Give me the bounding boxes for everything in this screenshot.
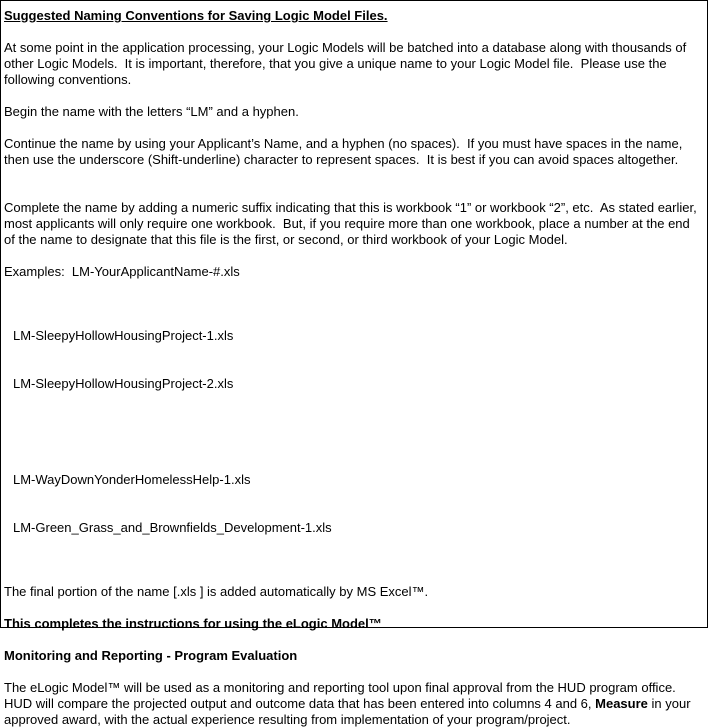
paragraph-evaluation-bold-measure: Measure <box>595 696 648 711</box>
document-heading-text: Suggested Naming Conventions for Saving Logic Model Files. <box>4 8 388 23</box>
paragraph-completes-instructions: This completes the instructions for using the eLogic Model™ <box>4 616 382 631</box>
examples-group-1 <box>4 296 704 424</box>
section-heading-monitoring: Monitoring and Reporting - Program Evaluation <box>4 648 298 663</box>
paragraph-evaluation-text-2: in your approved award, with the actual experience resulting from implementation of your program/project. <box>4 696 695 727</box>
paragraph-continue-name: Continue the name by using your Applicant’s Name, and a hyphen (no spaces). If you must have spaces in the name, then use the underscore (Shift-underline) character to represent spaces. It is best if you can avoid spaces altogether. <box>4 136 686 167</box>
paragraph-begin-name: Begin the name with the letters “LM” and a hyphen. <box>4 104 299 119</box>
paragraph-evaluation <box>4 680 704 728</box>
paragraph-intro: At some point in the application processing, your Logic Models will be batched into a database along with thousands of other Logic Models. It is important, therefore, that you give a unique name to your Logic Model file. Please use the following conventions. <box>4 40 690 87</box>
filename-example: LM-SleepyHollowHousingProject-1.xls <box>13 328 234 343</box>
filename-example: LM-SleepyHollowHousingProject-2.xls <box>13 376 234 391</box>
filename-example: LM-WayDownYonderHomelessHelp-1.xls <box>13 472 251 487</box>
paragraph-final-portion: The final portion of the name [.xls ] is added automatically by MS Excel™. <box>4 584 429 599</box>
document-heading <box>4 8 704 24</box>
filename-example: LM-Green_Grass_and_Brownfields_Development-1.xls <box>13 520 332 535</box>
paragraph-evaluation-text-1: The eLogic Model™ will be used as a monitoring and reporting tool upon final approval from the HUD program office. HUD will compare the projected output and outcome data that has been entered into columns 4 and 6, <box>4 680 680 711</box>
examples-group-2 <box>4 440 704 568</box>
paragraph-complete-name: Complete the name by adding a numeric suffix indicating that this is workbook “1” or workbook “2”, etc. As stated earlier, most applicants will only require one workbook. But, if you require more than one workbook, place a number at the end of the name to designate that this file is the first, or second, or third workbook of your Logic Model. <box>4 200 701 247</box>
paragraph-examples-label: Examples: LM-YourApplicantName-#.xls <box>4 264 240 279</box>
